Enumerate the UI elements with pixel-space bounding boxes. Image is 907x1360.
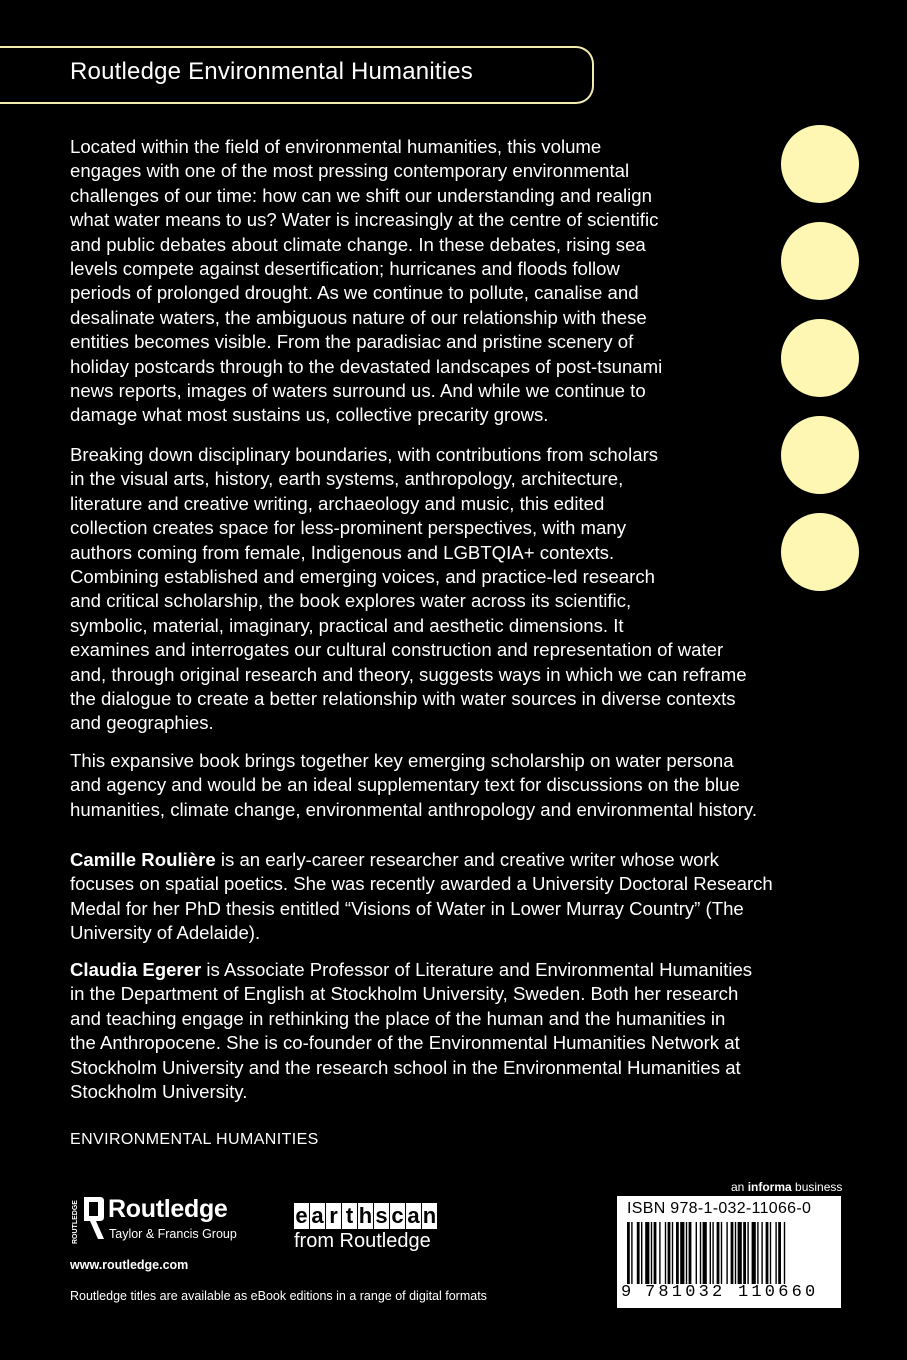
barcode-bar	[712, 1222, 713, 1284]
author-name: Claudia Egerer	[70, 959, 202, 980]
author-bio-1	[70, 848, 850, 946]
earthscan-letter: e	[295, 1203, 308, 1228]
publisher-name: Routledge	[108, 1195, 228, 1223]
text-line: and geographies.	[70, 712, 214, 734]
barcode-bar	[703, 1222, 707, 1284]
ebook-note: Routledge titles are available as eBook editions in a range of digital formats	[70, 1289, 487, 1303]
blurb-paragraph-1	[70, 135, 850, 428]
publisher-website: www.routledge.com	[70, 1258, 189, 1272]
barcode-bar	[731, 1222, 734, 1284]
barcode-bar	[637, 1222, 640, 1284]
text-line: in the visual arts, history, earth systems, anthropology, architecture,	[70, 468, 624, 490]
barcode-bar	[651, 1222, 652, 1284]
barcode-bar	[726, 1222, 727, 1284]
earthscan-letter: a	[407, 1203, 420, 1228]
text-line: holiday postcards through to the devastated landscapes of post-tsunami	[70, 355, 663, 377]
barcode-bar	[641, 1222, 642, 1284]
blurb-paragraph-2	[70, 443, 850, 736]
author-bio-2	[70, 958, 850, 1104]
barcode-bar	[668, 1222, 671, 1284]
barcode-bar	[654, 1222, 657, 1284]
barcode-bar	[766, 1222, 769, 1284]
earthscan-wordmark	[294, 1203, 450, 1229]
barcode-bar	[747, 1222, 748, 1284]
text-line: focuses on spatial poetics. She was recently awarded a University Doctoral Research	[70, 873, 773, 895]
text-line: what water means to us? Water is increasingly at the centre of scientific	[70, 209, 659, 231]
barcode-bar	[717, 1222, 720, 1284]
text-line	[70, 958, 850, 982]
isbn-number: ISBN 978-1-032-11066-0	[627, 1200, 812, 1217]
text-line: the Anthropocene. She is co-founder of the Environmental Humanities Network at	[70, 1032, 740, 1054]
text-line: damage what most sustains us, collective precarity grows.	[70, 404, 549, 426]
barcode-bar	[665, 1222, 666, 1284]
text-span: is an early-career researcher and creative writer whose work	[215, 849, 719, 870]
earthscan-letter: t	[342, 1203, 357, 1229]
barcode-bar	[735, 1222, 736, 1284]
text-line: desalinate waters, the ambiguous nature of our relationship with these	[70, 306, 647, 328]
text-line: levels compete against desertification; hurricanes and floods follow	[70, 258, 620, 280]
text-span: an	[731, 1180, 748, 1194]
text-line: humanities, climate change, environmental anthropology and environmental history.	[70, 798, 757, 820]
barcode-bar	[743, 1222, 746, 1284]
barcode-bar	[770, 1222, 771, 1284]
text-line: in the Department of English at Stockholm University, Sweden. Both her research	[70, 983, 739, 1005]
text-line: Stockholm University and the research school in the Environmental Humanities at	[70, 1056, 741, 1078]
text-line: and teaching engage in rethinking the place of the human and the humanities in	[70, 1007, 726, 1029]
blurb-paragraph-3	[70, 749, 850, 822]
barcode-bar	[761, 1222, 762, 1284]
routledge-mark-text: ROUTLEDGE	[72, 1200, 79, 1244]
barcode-bars-icon	[625, 1222, 833, 1284]
barcode-bar	[752, 1222, 756, 1284]
series-title: Routledge Environmental Humanities	[70, 58, 474, 85]
earthscan-letter: h	[358, 1203, 373, 1228]
barcode-digit-group: 110660	[738, 1283, 819, 1302]
text-line: Breaking down disciplinary boundaries, with contributions from scholars	[70, 444, 659, 465]
text-line: This expansive book brings together key emerging scholarship on water persona	[70, 750, 734, 771]
text-line	[70, 848, 850, 872]
barcode-bar	[696, 1222, 697, 1284]
barcode-bar	[686, 1222, 687, 1284]
text-line: Combining established and emerging voices, and practice-led research	[70, 566, 655, 588]
text-line: engages with one of the most pressing contemporary environmental	[70, 160, 630, 182]
text-line: symbolic, material, imaginary, practical and aesthetic dimensions. It	[70, 614, 624, 636]
barcode-bar	[676, 1222, 679, 1284]
text-line: entities becomes visible. From the paradisiac and pristine scenery of	[70, 331, 634, 353]
barcode-bar	[778, 1222, 781, 1284]
text-line: collection creates space for less-prominent perspectives, with many	[70, 517, 626, 539]
barcode-bar	[627, 1222, 630, 1284]
isbn-barcode	[617, 1196, 841, 1308]
text-line: news reports, images of waters surround us. And while we continue to	[70, 380, 646, 402]
routledge-mark-icon	[70, 1195, 104, 1247]
text-line: challenges of our time: how can we shift our understanding and realign	[70, 184, 652, 206]
barcode-bar	[775, 1222, 776, 1284]
text-line: and public debates about climate change. In these debates, rising sea	[70, 233, 646, 255]
text-line: the dialogue to create a better relationship with water sources in diverse contexts	[70, 688, 736, 710]
barcode-bar	[672, 1222, 673, 1284]
barcode-digit-lead: 9	[621, 1283, 632, 1302]
text-line: periods of prolonged drought. As we continue to pollute, canalise and	[70, 282, 639, 304]
barcode-bar	[721, 1222, 722, 1284]
barcode-bar	[710, 1222, 711, 1284]
publisher-group: Taylor & Francis Group	[109, 1227, 237, 1241]
informa-brand: informa	[747, 1180, 792, 1194]
text-span: business	[791, 1180, 843, 1194]
text-line: and agency and would be an ideal supplementary text for discussions on the blue	[70, 774, 740, 796]
barcode-bar	[757, 1222, 758, 1284]
text-line: authors coming from female, Indigenous and LGBTQIA+ contexts.	[70, 541, 615, 563]
text-line: literature and creative writing, archaeology and music, this edited	[70, 492, 605, 514]
earthscan-from: from Routledge	[294, 1230, 431, 1252]
earthscan-letter: a	[311, 1203, 324, 1228]
author-name: Camille Roulière	[70, 849, 216, 870]
earthscan-letter: n	[422, 1203, 437, 1228]
text-line: University of Adelaide).	[70, 922, 261, 944]
text-line: examines and interrogates our cultural construction and representation of water	[70, 639, 724, 661]
routledge-logo	[70, 1195, 270, 1247]
earthscan-letter: s	[375, 1203, 388, 1228]
earthscan-letter: c	[391, 1203, 404, 1228]
text-line: Medal for her PhD thesis entitled “Visions of Water in Lower Murray Country” (The	[70, 897, 744, 919]
barcode-bar	[631, 1222, 632, 1284]
subject-category: ENVIRONMENTAL HUMANITIES	[70, 1131, 319, 1148]
earthscan-logo	[294, 1203, 450, 1259]
barcode-bar	[700, 1222, 701, 1284]
barcode-bar	[680, 1222, 684, 1284]
barcode-digit-group: 781032	[645, 1283, 726, 1302]
barcode-bar	[659, 1222, 660, 1284]
barcode-bar	[645, 1222, 649, 1284]
barcode-bar	[784, 1222, 785, 1284]
earthscan-letter: r	[326, 1203, 341, 1229]
text-span: is Associate Professor of Literature and Environmental Humanities	[201, 959, 753, 980]
text-line: Located within the field of environmental humanities, this volume	[70, 136, 602, 157]
barcode-bar	[689, 1222, 692, 1284]
informa-tagline	[731, 1180, 842, 1194]
text-line: and, through original research and theory, suggests ways in which we can reframe	[70, 663, 747, 685]
text-line: and critical scholarship, the book explores water across its scientific,	[70, 590, 632, 612]
barcode-bar	[738, 1222, 742, 1284]
text-line: Stockholm University.	[70, 1081, 248, 1103]
